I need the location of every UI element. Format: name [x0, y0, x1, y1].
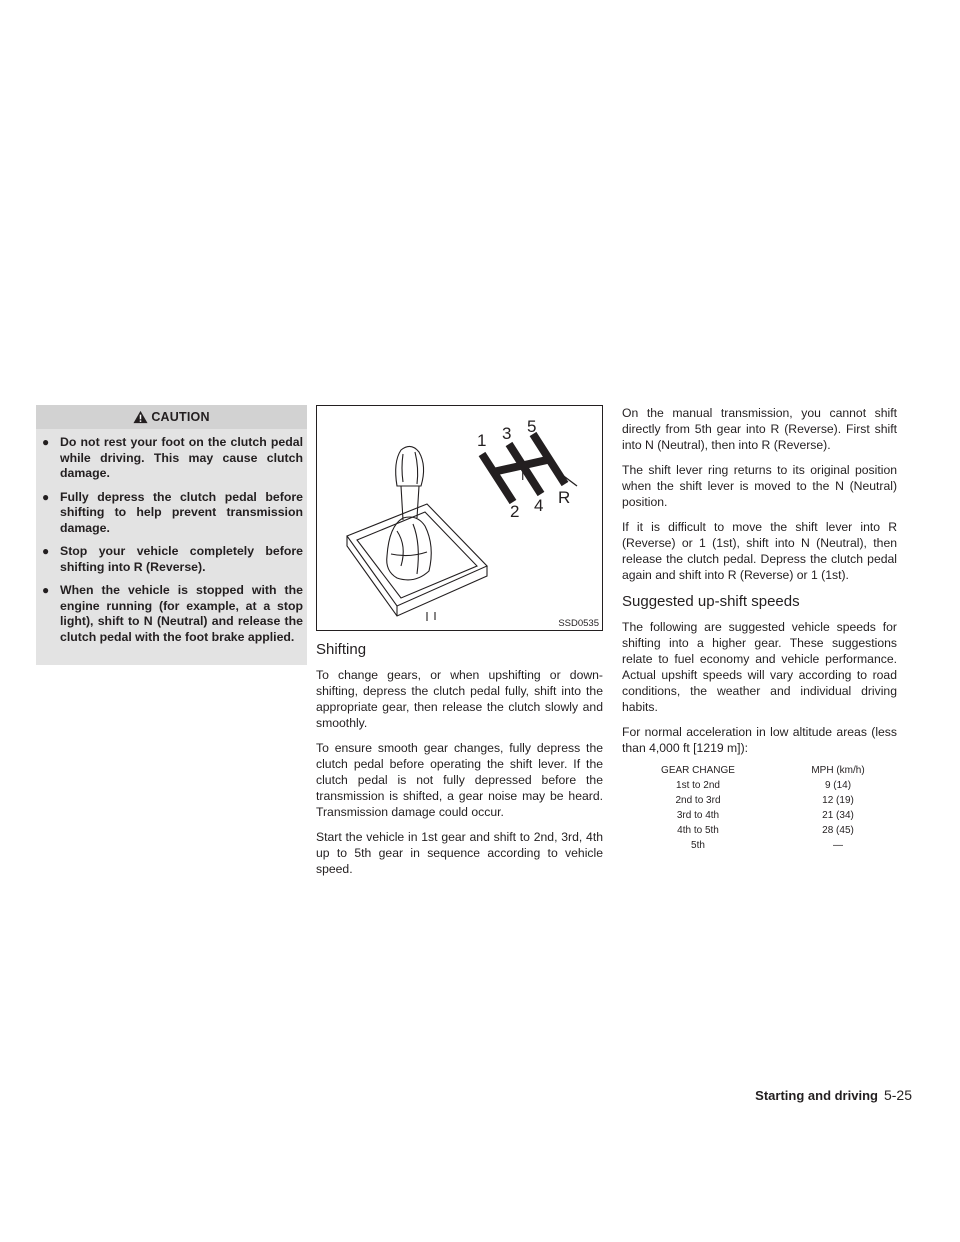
- figure-code: SSD0535: [558, 618, 599, 629]
- body-paragraph: The following are suggested vehicle speeds for shifting into a higher gear. These suggestions relate to fuel economy and vehicle performance. Actual upshift speeds will vary according to road conditions, the weather and individual driving habits.: [622, 620, 897, 714]
- gear-label-n: N: [521, 467, 532, 483]
- table-cell: 3rd to 4th: [676, 810, 720, 821]
- shifting-column: [316, 405, 603, 886]
- shifting-paragraph: To ensure smooth gear changes, fully depress the clutch pedal before operating the shift lever. If the clutch pedal is not fully depressed before the transmission is shifted, a gear noise may be heard. Transmission damage could occur.: [316, 741, 603, 819]
- table-cell: 12 (19): [822, 795, 854, 806]
- table-header: GEAR CHANGE: [661, 765, 735, 776]
- table-cell: 5th: [691, 840, 705, 851]
- table-header-row: [648, 765, 878, 780]
- gear-label-1: 1: [477, 431, 487, 450]
- upshift-speed-table: [648, 765, 878, 855]
- shifting-paragraph: To change gears, or when upshifting or down-shifting, depress the clutch pedal fully, shift into the appropriate gear, then release the clutch slowly and smoothly.: [316, 668, 603, 730]
- table-cell: 1st to 2nd: [676, 780, 720, 791]
- bullet-icon: ●: [42, 583, 50, 597]
- caution-item: [42, 435, 303, 482]
- table-row: [648, 780, 878, 795]
- table-row: [648, 795, 878, 810]
- page-footer: [755, 1087, 912, 1103]
- shifting-heading: Shifting: [316, 641, 367, 658]
- gear-label-5: 5: [527, 417, 537, 436]
- caution-item: [42, 490, 303, 537]
- bullet-icon: ●: [42, 544, 50, 558]
- gear-shifter-illustration: [317, 406, 602, 630]
- table-row: [648, 825, 878, 840]
- shifting-paragraph: Start the vehicle in 1st gear and shift to 2nd, 3rd, 4th up to 5th gear in sequence according to vehicle speed.: [316, 830, 603, 876]
- gear-label-4: 4: [534, 496, 544, 515]
- warning-icon: [133, 410, 148, 424]
- caution-item: [42, 544, 303, 575]
- caution-item: [42, 583, 303, 645]
- caution-header: [36, 405, 307, 429]
- table-cell: 9 (14): [824, 780, 852, 791]
- gear-label-r: R: [558, 488, 571, 507]
- body-paragraph: On the manual transmission, you cannot shift directly from 5th gear into R (Reverse). First shift into N (Neutral), then into R (Reverse).: [622, 406, 897, 452]
- table-row: [648, 840, 878, 855]
- table-cell: 2nd to 3rd: [675, 795, 721, 806]
- table-header: MPH (km/h): [811, 765, 865, 776]
- section-title: Starting and driving: [755, 1088, 878, 1103]
- table-row: [648, 810, 878, 825]
- table-cell: 21 (34): [822, 810, 854, 821]
- upshift-column: [622, 405, 897, 855]
- caution-item-text: Do not rest your foot on the clutch pedal while driving. This may cause clutch damage.: [60, 435, 303, 480]
- caution-item-text: Stop your vehicle completely before shifting into R (Reverse).: [60, 544, 303, 574]
- caution-title: CAUTION: [151, 410, 210, 424]
- body-paragraph: If it is difficult to move the shift lever into R (Reverse) or 1 (1st), shift into N (Neutral), then release the clutch pedal. Depress the clutch pedal again and shift into R (Reverse) or 1 (1st).: [622, 520, 897, 582]
- caution-list: [36, 429, 307, 645]
- body-paragraph: The shift lever ring returns to its original position when the shift lever is moved to the N (Neutral) position.: [622, 463, 897, 509]
- caution-column: [36, 405, 307, 665]
- page-number: 5-25: [883, 1087, 912, 1103]
- table-cell: 28 (45): [822, 825, 854, 836]
- table-cell: 4th to 5th: [677, 825, 719, 836]
- gear-label-2: 2: [510, 502, 520, 521]
- caution-box: [36, 405, 307, 665]
- body-paragraph: For normal acceleration in low altitude areas (less than 4,000 ft [1219 m]):: [622, 725, 897, 755]
- caution-item-text: When the vehicle is stopped with the engine running (for example, at a stop light), shift to N (Neutral) and release the clutch pedal with the foot brake applied.: [60, 583, 303, 644]
- bullet-icon: ●: [42, 435, 50, 449]
- upshift-heading: Suggested up-shift speeds: [622, 593, 800, 610]
- shift-pattern-figure: [316, 405, 603, 631]
- gear-label-3: 3: [502, 424, 512, 443]
- table-cell: —: [833, 840, 843, 851]
- bullet-icon: ●: [42, 489, 50, 504]
- caution-item-text: Fully depress the clutch pedal before shifting to help prevent transmission damage.: [60, 489, 303, 535]
